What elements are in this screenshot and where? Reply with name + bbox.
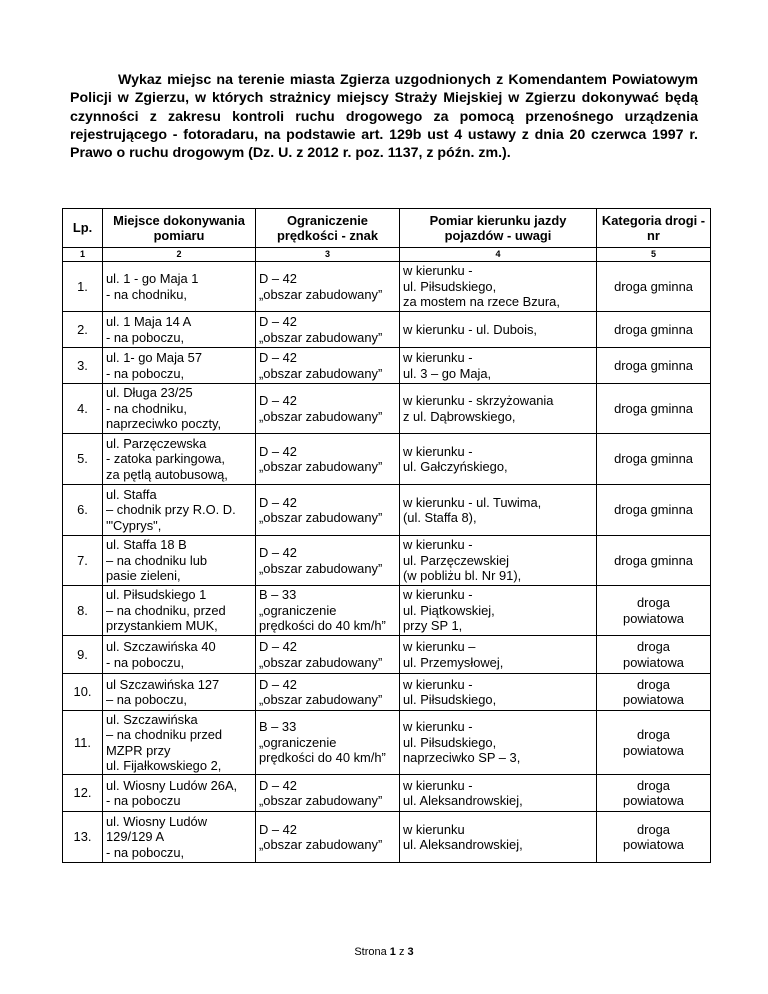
row-road-category: droga gminna bbox=[614, 451, 693, 467]
row-direction-cell bbox=[400, 674, 597, 711]
row-road-category-cell bbox=[597, 536, 711, 586]
row-place: ul. Wiosny Ludów 26A, - na poboczu bbox=[106, 777, 238, 808]
row-direction-cell bbox=[400, 711, 597, 775]
row-road-category-cell bbox=[597, 348, 711, 384]
row-number-cell bbox=[63, 485, 103, 536]
table-row bbox=[63, 312, 711, 348]
row-number: 13. bbox=[73, 829, 92, 845]
row-speed-limit-cell bbox=[256, 586, 400, 636]
column-number: 5 bbox=[597, 248, 711, 262]
row-place: ul. Długa 23/25 - na chodniku, naprzeciwko poczty, bbox=[106, 385, 222, 432]
row-number-cell bbox=[63, 384, 103, 434]
row-direction-cell bbox=[400, 384, 597, 434]
row-speed-limit-cell bbox=[256, 775, 400, 812]
row-direction-cell bbox=[400, 586, 597, 636]
row-number-cell bbox=[63, 262, 103, 312]
row-number: 3. bbox=[77, 357, 88, 373]
table-row bbox=[63, 636, 711, 674]
table-row bbox=[63, 674, 711, 711]
row-place: ul. 1 Maja 14 A - na poboczu, bbox=[106, 314, 192, 345]
row-speed-limit: D – 42 „obszar zabudowany” bbox=[259, 350, 383, 381]
row-speed-limit-cell bbox=[256, 711, 400, 775]
row-direction: w kierunku - skrzyżowania z ul. Dąbrowskiego, bbox=[403, 393, 554, 424]
row-place-cell bbox=[103, 586, 256, 636]
row-number-cell bbox=[63, 312, 103, 348]
row-road-category-cell bbox=[597, 586, 711, 636]
row-direction: w kierunku - ul. Piłsudskiego, bbox=[403, 676, 497, 707]
row-direction: w kierunku - ul. Aleksandrowskiej, bbox=[403, 777, 523, 808]
row-direction: w kierunku - ul. 3 – go Maja, bbox=[403, 350, 492, 381]
column-number: 1 bbox=[63, 248, 103, 262]
row-number: 4. bbox=[77, 400, 88, 416]
row-road-category: droga gminna bbox=[614, 278, 693, 294]
row-number-cell bbox=[63, 711, 103, 775]
row-place: ul. 1 - go Maja 1 - na chodniku, bbox=[106, 271, 199, 302]
row-place: ul. 1- go Maja 57 - na poboczu, bbox=[106, 350, 203, 381]
row-direction-cell bbox=[400, 775, 597, 812]
row-place: ul. Piłsudskiego 1 – na chodniku, przed przystankiem MUK, bbox=[106, 587, 226, 634]
table-row bbox=[63, 536, 711, 586]
row-road-category: droga gminna bbox=[614, 357, 693, 373]
row-speed-limit-cell bbox=[256, 674, 400, 711]
row-number-cell bbox=[63, 348, 103, 384]
row-direction: w kierunku - ul. Piłsudskiego, za mostem na rzece Bzura, bbox=[403, 263, 560, 310]
row-road-category: droga powiatowa bbox=[623, 676, 684, 707]
row-number-cell bbox=[63, 674, 103, 711]
row-speed-limit-cell bbox=[256, 485, 400, 536]
row-number-cell bbox=[63, 434, 103, 485]
row-speed-limit: D – 42 „obszar zabudowany” bbox=[259, 494, 383, 525]
row-road-category: droga powiatowa bbox=[623, 727, 684, 758]
row-speed-limit-cell bbox=[256, 536, 400, 586]
row-speed-limit-cell bbox=[256, 348, 400, 384]
row-speed-limit: D – 42 „obszar zabudowany” bbox=[259, 443, 383, 474]
row-number: 11. bbox=[74, 734, 91, 750]
column-number-row bbox=[63, 248, 711, 262]
row-speed-limit: D – 42 „obszar zabudowany” bbox=[259, 821, 383, 852]
row-road-category: droga gminna bbox=[614, 400, 693, 416]
row-number-cell bbox=[63, 636, 103, 674]
row-speed-limit-cell bbox=[256, 812, 400, 863]
header-category: Kategoria drogi - nr bbox=[597, 209, 711, 248]
row-road-category: droga powiatowa bbox=[623, 639, 684, 670]
row-number-cell bbox=[63, 586, 103, 636]
row-number: 5. bbox=[77, 451, 88, 467]
row-road-category-cell bbox=[597, 384, 711, 434]
row-road-category-cell bbox=[597, 711, 711, 775]
row-place: ul. Szczawińska 40 - na poboczu, bbox=[106, 639, 216, 670]
table-body bbox=[63, 262, 711, 863]
row-speed-limit: B – 33 „ograniczenie prędkości do 40 km/h” bbox=[259, 719, 386, 766]
row-speed-limit: D – 42 „obszar zabudowany” bbox=[259, 545, 383, 576]
row-place-cell bbox=[103, 384, 256, 434]
header-direction: Pomiar kierunku jazdy pojazdów - uwagi bbox=[400, 209, 597, 248]
row-number: 8. bbox=[77, 602, 88, 618]
row-place-cell bbox=[103, 711, 256, 775]
table-row bbox=[63, 434, 711, 485]
footer-total-pages: 3 bbox=[407, 946, 414, 958]
row-road-category-cell bbox=[597, 312, 711, 348]
row-place-cell bbox=[103, 485, 256, 536]
table-header-row bbox=[63, 209, 711, 248]
row-number: 10. bbox=[73, 684, 92, 700]
document-intro: Wykaz miejsc na terenie miasta Zgierza uzgodnionych z Komendantem Powiatowym Policji w Zgierzu, w których strażnicy miejscy Straży Miejskiej w Zgierzu dokonywać będą czynności z zakresu kontroli ruchu drogowego za pomocą przenośnego urządzenia rejestrującego - fotoradaru, na podstawie art. 129b ust 4 ustawy z dnia 20 czerwca 1997 r. Prawo o ruchu drogowym (Dz. U. z 2012 r. poz. 1137, z późn. zm.). bbox=[70, 72, 698, 162]
row-direction: w kierunku - ul. Parzęczewskiej (w pobliżu bl. Nr 91), bbox=[403, 537, 522, 584]
row-direction: w kierunku - ul. Piłsudskiego, naprzeciwko SP – 3, bbox=[403, 719, 521, 766]
header-place: Miejsce dokonywania pomiaru bbox=[103, 209, 256, 248]
row-speed-limit: D – 42 „obszar zabudowany” bbox=[259, 639, 383, 670]
row-direction: w kierunku ul. Aleksandrowskiej, bbox=[403, 821, 523, 852]
row-road-category: droga powiatowa bbox=[623, 777, 684, 808]
column-number: 4 bbox=[400, 248, 597, 262]
row-place-cell bbox=[103, 536, 256, 586]
row-speed-limit-cell bbox=[256, 312, 400, 348]
row-road-category: droga gminna bbox=[614, 321, 693, 337]
row-road-category-cell bbox=[597, 636, 711, 674]
row-number: 2. bbox=[77, 321, 88, 337]
row-speed-limit-cell bbox=[256, 262, 400, 312]
row-road-category: droga powiatowa bbox=[623, 821, 684, 852]
table-row bbox=[63, 775, 711, 812]
row-direction-cell bbox=[400, 485, 597, 536]
footer-prefix: Strona bbox=[354, 946, 387, 958]
column-number: 3 bbox=[256, 248, 400, 262]
table-row bbox=[63, 812, 711, 863]
row-direction: w kierunku - ul. Tuwima, (ul. Staffa 8), bbox=[403, 494, 542, 525]
row-speed-limit: B – 33 „ograniczenie prędkości do 40 km/h” bbox=[259, 587, 386, 634]
row-place: ul. Staffa – chodnik przy R.O. D. '"Cyprys", bbox=[106, 486, 236, 533]
row-place-cell bbox=[103, 674, 256, 711]
table-row bbox=[63, 711, 711, 775]
row-direction: w kierunku - ul. Dubois, bbox=[403, 321, 537, 337]
footer-of: z bbox=[398, 946, 405, 958]
row-number: 1. bbox=[77, 278, 88, 294]
header-lp: Lp. bbox=[63, 209, 103, 248]
row-place-cell bbox=[103, 636, 256, 674]
row-direction: w kierunku - ul. Piątkowskiej, przy SP 1, bbox=[403, 587, 495, 634]
row-direction-cell bbox=[400, 636, 597, 674]
row-road-category-cell bbox=[597, 434, 711, 485]
locations-table bbox=[62, 208, 711, 863]
footer-page-number: 1 bbox=[389, 946, 396, 958]
row-place: ul. Wiosny Ludów 129/129 A - na poboczu, bbox=[106, 813, 208, 860]
row-number: 6. bbox=[77, 502, 88, 518]
row-place-cell bbox=[103, 262, 256, 312]
table-row bbox=[63, 262, 711, 312]
row-direction: w kierunku - ul. Gałczyńskiego, bbox=[403, 443, 508, 474]
row-speed-limit: D – 42 „obszar zabudowany” bbox=[259, 676, 383, 707]
row-place: ul Szczawińska 127 – na poboczu, bbox=[106, 676, 220, 707]
row-direction-cell bbox=[400, 536, 597, 586]
row-road-category-cell bbox=[597, 775, 711, 812]
row-road-category-cell bbox=[597, 262, 711, 312]
row-number-cell bbox=[63, 812, 103, 863]
row-number: 12. bbox=[73, 785, 92, 801]
row-speed-limit-cell bbox=[256, 434, 400, 485]
row-place-cell bbox=[103, 348, 256, 384]
table-row bbox=[63, 485, 711, 536]
table-row bbox=[63, 586, 711, 636]
row-direction-cell bbox=[400, 348, 597, 384]
row-place-cell bbox=[103, 812, 256, 863]
row-road-category-cell bbox=[597, 812, 711, 863]
table-row bbox=[63, 384, 711, 434]
column-number: 2 bbox=[103, 248, 256, 262]
row-place: ul. Parzęczewska - zatoka parkingowa, za pętlą autobusową, bbox=[106, 435, 228, 482]
row-road-category-cell bbox=[597, 674, 711, 711]
row-road-category: droga gminna bbox=[614, 552, 693, 568]
row-speed-limit: D – 42 „obszar zabudowany” bbox=[259, 314, 383, 345]
table-row bbox=[63, 348, 711, 384]
header-limit: Ograniczenie prędkości - znak bbox=[256, 209, 400, 248]
row-number-cell bbox=[63, 775, 103, 812]
row-place-cell bbox=[103, 434, 256, 485]
row-direction-cell bbox=[400, 262, 597, 312]
row-place: ul. Szczawińska – na chodniku przed MZPR przy ul. Fijałkowskiego 2, bbox=[106, 711, 223, 773]
row-number: 9. bbox=[77, 646, 88, 662]
row-direction-cell bbox=[400, 312, 597, 348]
row-direction: w kierunku – ul. Przemysłowej, bbox=[403, 639, 504, 670]
row-road-category: droga powiatowa bbox=[623, 595, 684, 626]
row-direction-cell bbox=[400, 434, 597, 485]
page-footer bbox=[0, 946, 768, 958]
row-place-cell bbox=[103, 775, 256, 812]
row-speed-limit: D – 42 „obszar zabudowany” bbox=[259, 393, 383, 424]
row-speed-limit-cell bbox=[256, 384, 400, 434]
row-number: 7. bbox=[77, 552, 88, 568]
row-speed-limit: D – 42 „obszar zabudowany” bbox=[259, 777, 383, 808]
row-direction-cell bbox=[400, 812, 597, 863]
row-road-category-cell bbox=[597, 485, 711, 536]
row-place: ul. Staffa 18 B – na chodniku lub pasie zieleni, bbox=[106, 537, 208, 584]
row-number-cell bbox=[63, 536, 103, 586]
row-speed-limit: D – 42 „obszar zabudowany” bbox=[259, 271, 383, 302]
row-speed-limit-cell bbox=[256, 636, 400, 674]
row-road-category: droga gminna bbox=[614, 502, 693, 518]
row-place-cell bbox=[103, 312, 256, 348]
